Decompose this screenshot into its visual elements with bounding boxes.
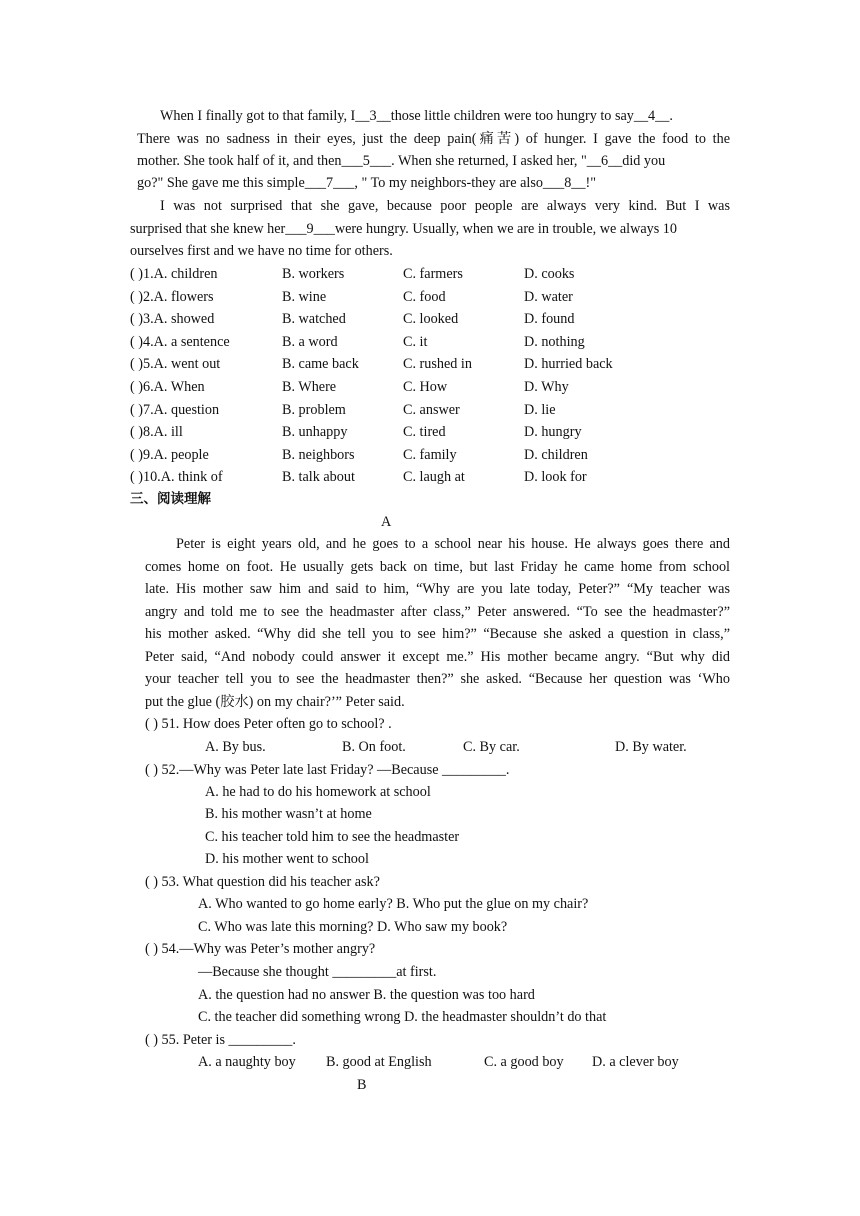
cloze-option-c: C. answer [403,401,460,418]
q51-option-d: D. By water. [615,739,687,755]
cloze-option-d: D. water [524,288,573,305]
passage-a-line2: comes home on foot. He usually gets back on time, but last Friday he came home from school [145,559,730,575]
cloze-option-d: D. hungry [524,424,582,441]
question-53: ( ) 53. What question did his teacher ask? [145,874,380,890]
cloze-question-number-option-a: ( )9.A. people [130,446,209,463]
cloze-option-d: D. found [524,311,575,328]
cloze-option-c: C. tired [403,424,446,441]
passage-a-line1: Peter is eight years old, and he goes to a school near his house. He always goes there and [176,536,730,552]
cloze-para1-line1: When I finally got to that family, I__3__those little children were too hungry to say__4__. [160,108,673,124]
cloze-option-d: D. look for [524,469,587,486]
cloze-option-d: D. nothing [524,333,585,350]
cloze-option-c: C. food [403,288,446,305]
cloze-para1-line2: There was no sadness in their eyes, just the deep pain(痛苦) of hunger. I gave the food to the [137,131,730,147]
cloze-option-b: B. watched [282,311,346,328]
passage-a-line7: your teacher tell you to see the headmaster then?” she asked. “Because her question was ‘Who [145,671,730,687]
q54-subline: —Because she thought _________at first. [198,964,437,980]
q51-option-a: A. By bus. [205,739,266,755]
cloze-question-number-option-a: ( )4.A. a sentence [130,333,230,350]
question-55: ( ) 55. Peter is _________. [145,1032,296,1048]
cloze-para2-line1: I was not surprised that she gave, because poor people are always very kind. But I was [160,198,730,214]
question-51: ( ) 51. How does Peter often go to school? . [145,716,392,732]
q52-option-d: D. his mother went to school [205,851,369,867]
cloze-option-c: C. it [403,333,428,350]
cloze-question-number-option-a: ( )2.A. flowers [130,288,214,305]
cloze-option-c: C. farmers [403,266,463,282]
passage-a-label: A [381,514,392,530]
q53-options-cd: C. Who was late this morning? D. Who saw my book? [198,919,508,935]
cloze-option-b: B. problem [282,401,346,418]
cloze-question-number-option-a: ( )10.A. think of [130,469,223,486]
cloze-option-c: C. How [403,379,448,395]
cloze-question-number-option-a: ( )7.A. question [130,401,220,418]
passage-a-line6: Peter said, “And nobody could answer it except me.” His mother became angry. “But why did [145,649,730,665]
cloze-option-d: D. lie [524,401,556,418]
section-heading: 三、阅读理解 [130,491,211,507]
q55-option-b: B. good at English [326,1054,432,1070]
q53-options-ab: A. Who wanted to go home early? B. Who put the glue on my chair? [198,896,589,912]
q51-option-b: B. On foot. [342,739,406,755]
cloze-option-b: B. a word [282,333,338,350]
cloze-option-c: C. family [403,446,457,463]
cloze-question-number-option-a: ( )6.A. When [130,379,205,395]
cloze-question-number-option-a: ( )1.A. children [130,266,218,282]
cloze-option-b: B. wine [282,288,327,305]
q52-option-a: A. he had to do his homework at school [205,784,431,800]
q52-option-c: C. his teacher told him to see the headmaster [205,829,460,845]
q55-option-d: D. a clever boy [592,1054,679,1070]
cloze-option-d: D. hurried back [524,356,613,373]
cloze-option-d: D. children [524,446,588,463]
cloze-option-c: C. laugh at [403,469,465,486]
q55-option-c: C. a good boy [484,1054,564,1070]
cloze-para2-line3: ourselves first and we have no time for others. [130,243,393,259]
cloze-option-b: B. unhappy [282,424,348,441]
cloze-option-b: B. came back [282,356,359,373]
cloze-question-number-option-a: ( )8.A. ill [130,424,183,441]
cloze-option-b: B. Where [282,379,337,395]
q55-option-a: A. a naughty boy [198,1054,296,1070]
passage-b-label: B [357,1077,367,1093]
q51-option-c: C. By car. [463,739,520,755]
passage-a-line4: angry and told me to see the headmaster after class,” Peter answered. “To see the headmaster?” [145,604,730,620]
cloze-question-number-option-a: ( )5.A. went out [130,356,221,373]
cloze-option-b: B. workers [282,266,345,282]
cloze-para2-line2: surprised that she knew her___9___were hungry. Usually, when we are in trouble, we always 10 [130,221,677,237]
cloze-option-b: B. talk about [282,469,355,486]
cloze-option-c: C. looked [403,311,459,328]
q52-option-b: B. his mother wasn’t at home [205,806,372,822]
cloze-option-d: D. Why [524,379,569,395]
cloze-option-b: B. neighbors [282,446,355,463]
question-52: ( ) 52.—Why was Peter late last Friday? —Because _________. [145,762,510,778]
passage-a-line8: put the glue (胶水) on my chair?’” Peter said. [145,694,405,710]
cloze-question-number-option-a: ( )3.A. showed [130,311,215,328]
passage-a-line3: late. His mother saw him and said to him, “Why are you late today, Peter?” “My teacher was [145,581,730,597]
question-54: ( ) 54.—Why was Peter’s mother angry? [145,941,376,957]
cloze-para1-line4: go?" She gave me this simple___7___, " To my neighbors-they are also___8__!" [137,175,597,191]
cloze-para1-line3: mother. She took half of it, and then___5___. When she returned, I asked her, "__6__did you [137,153,666,169]
cloze-option-d: D. cooks [524,266,575,282]
q54-options-cd: C. the teacher did something wrong D. the headmaster shouldn’t do that [198,1009,607,1025]
cloze-option-c: C. rushed in [403,356,472,373]
passage-a-line5: his mother asked. “Why did she tell you to see him?” “Because she asked a question in class,” [145,626,730,642]
q54-options-ab: A. the question had no answer B. the question was too hard [198,987,535,1003]
